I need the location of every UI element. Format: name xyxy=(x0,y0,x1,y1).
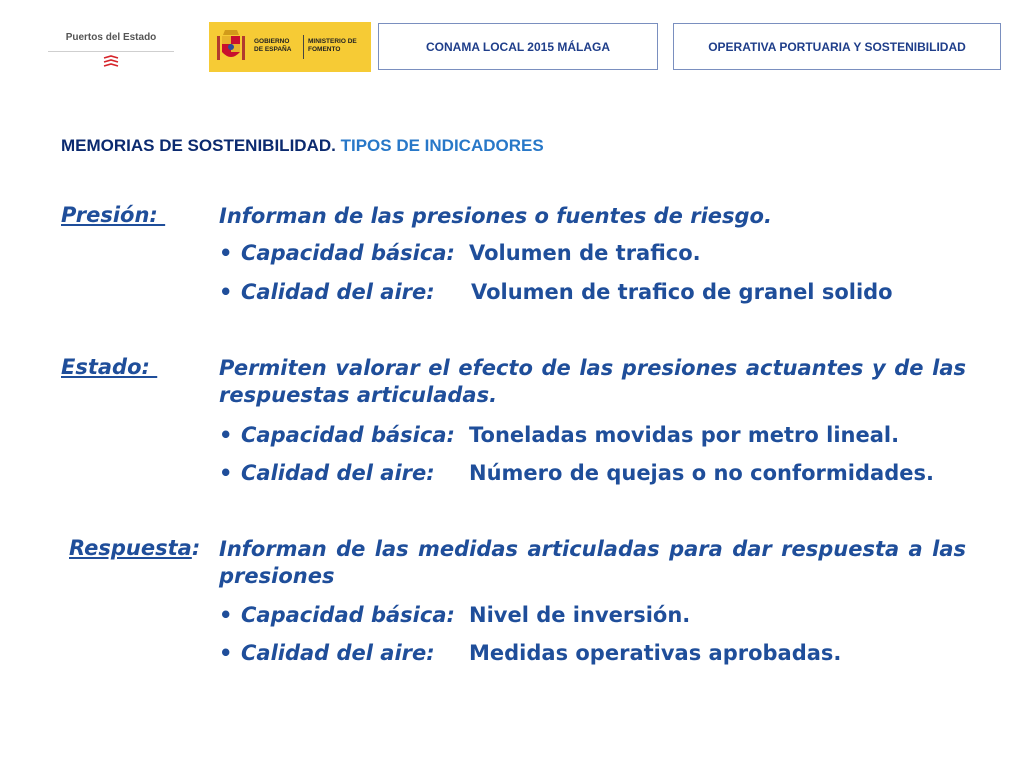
bullet-value: Toneladas movidas por metro lineal. xyxy=(469,423,900,447)
puertos-logo-text: Puertos del Estado xyxy=(65,32,157,43)
gobierno-text: GOBIERNO DE ESPAÑA xyxy=(254,38,292,53)
bullet-dot: • xyxy=(219,280,233,304)
bullet-presion-aire xyxy=(219,280,979,310)
term-respuesta-colon: : xyxy=(191,536,201,560)
term-estado: Estado: xyxy=(61,355,158,379)
bullet-estado-aire xyxy=(219,461,979,491)
bullet-dot: • xyxy=(219,423,233,447)
bullet-label: Capacidad básica: xyxy=(241,241,455,265)
logo-divider xyxy=(48,51,174,52)
conama-header-box: CONAMA LOCAL 2015 MÁLAGA xyxy=(378,23,658,70)
bullet-value: Nivel de inversión. xyxy=(469,603,691,627)
ministerio-text: MINISTERIO DE FOMENTO xyxy=(308,38,357,53)
bullet-estado-capacidad xyxy=(219,423,979,453)
bullet-dot: • xyxy=(219,461,233,485)
subtitle-part1: MEMORIAS DE SOSTENIBILIDAD. xyxy=(61,136,336,155)
coat-of-arms-icon xyxy=(215,28,247,66)
bullet-label: Calidad del aire: xyxy=(241,280,435,304)
desc-presion: Informan de las presiones o fuentes de riesgo. xyxy=(219,204,772,228)
operativa-header-box: OPERATIVA PORTUARIA Y SOSTENIBILIDAD xyxy=(673,23,1001,70)
subtitle-part2: TIPOS DE INDICADORES xyxy=(340,136,544,155)
bullet-presion-capacidad xyxy=(219,241,979,271)
page-subtitle xyxy=(61,136,544,156)
term-respuesta-text: Respuesta xyxy=(69,536,192,560)
bullet-dot: • xyxy=(219,603,233,627)
waves-icon xyxy=(102,55,120,67)
bullet-respuesta-capacidad xyxy=(219,603,979,633)
bullet-dot: • xyxy=(219,241,233,265)
desc-estado: Permiten valorar el efecto de las presiones actuantes y de las respuestas articuladas. xyxy=(219,356,966,407)
puertos-del-estado-logo xyxy=(44,22,178,70)
term-presion: Presión: xyxy=(61,203,166,227)
bullet-respuesta-aire xyxy=(219,641,979,671)
bullet-value: Número de quejas o no conformidades. xyxy=(469,461,934,485)
gobierno-espana-logo xyxy=(209,22,371,72)
bullet-dot: • xyxy=(219,641,233,665)
desc-respuesta: Informan de las medidas articuladas para dar respuesta a las presiones xyxy=(219,537,966,588)
bullet-label: Calidad del aire: xyxy=(241,641,435,665)
bullet-label: Calidad del aire: xyxy=(241,461,435,485)
bullet-label: Capacidad básica: xyxy=(241,423,455,447)
bullet-value: Medidas operativas aprobadas. xyxy=(469,641,842,665)
bullet-value: Volumen de trafico. xyxy=(469,241,701,265)
bullet-label: Capacidad básica: xyxy=(241,603,455,627)
bullet-value: Volumen de trafico de granel solido xyxy=(471,280,893,304)
logo-separator xyxy=(303,35,304,59)
term-respuesta xyxy=(69,536,200,560)
